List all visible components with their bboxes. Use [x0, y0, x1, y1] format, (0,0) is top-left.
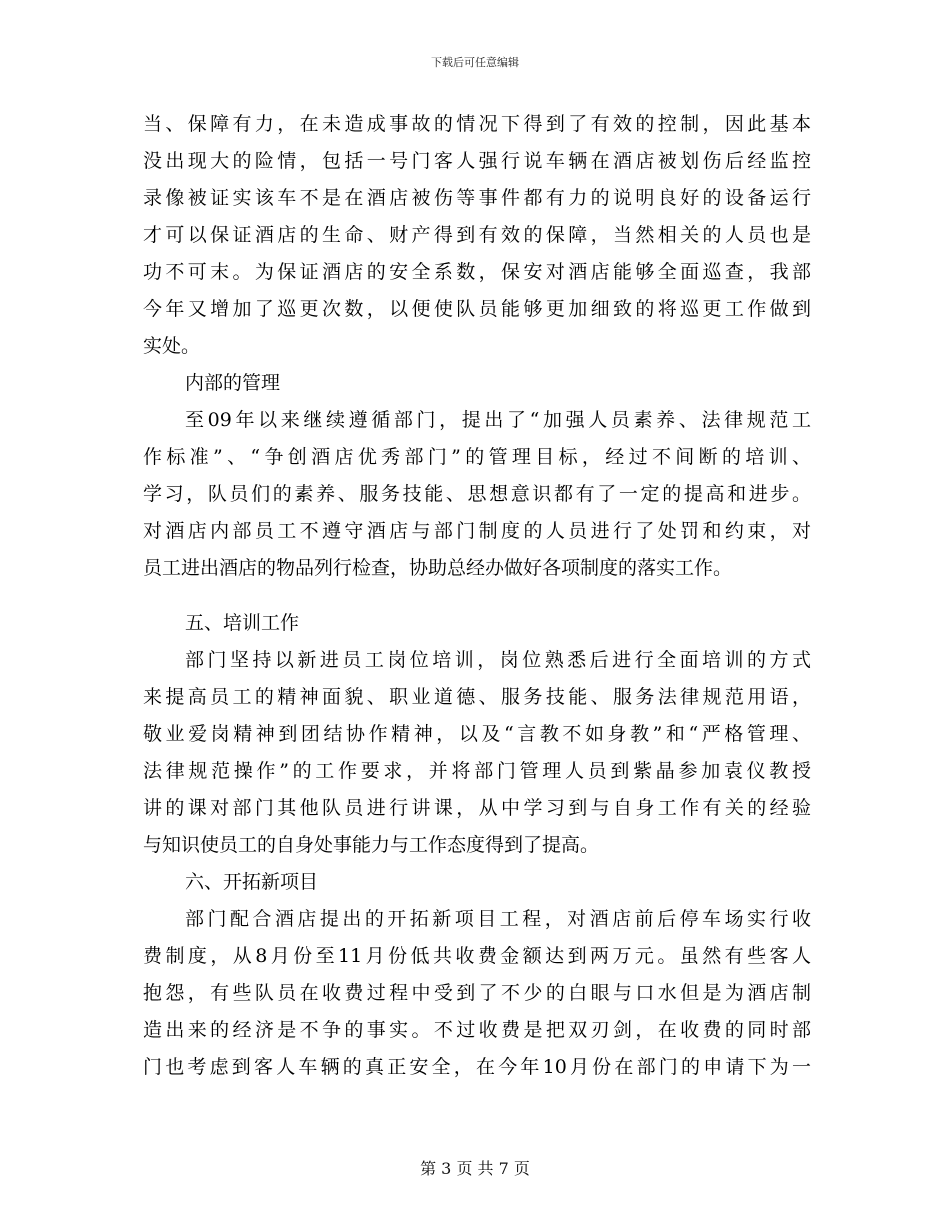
text-line: 功不可末。为保证酒店的安全系数，保安对酒店能够全面巡查，我部: [143, 261, 811, 283]
text-line: 作标准”、“争创酒店优秀部门”的管理目标，经过不间断的培训、: [143, 446, 811, 468]
text-line: 讲的课对部门其他队员进行讲课，从中学习到与自身工作有关的经验: [143, 797, 811, 819]
text-line: 来提高员工的精神面貌、职业道德、服务技能、服务法律规范用语，: [143, 686, 811, 708]
paragraph-continuation: [143, 106, 811, 365]
text-line: 没出现大的险情，包括一号门客人强行说车辆在酒店被划伤后经监控: [143, 150, 811, 172]
text-line: 与知识使员工的自身处事能力与工作态度得到了提高。: [143, 834, 600, 856]
paragraph-new-projects: [143, 901, 811, 1086]
text-line: 法律规范操作”的工作要求，并将部门管理人员到紫晶参加袁仪教授: [143, 760, 811, 782]
page-number-footer: 第 3 页 共 7 页: [420, 1159, 530, 1178]
text-line: 才可以保证酒店的生命、财产得到有效的保障，当然相关的人员也是: [143, 224, 811, 246]
text-line: 实处。: [143, 335, 201, 357]
section-heading-internal-management: 内部的管理: [185, 372, 281, 394]
text-line: 造出来的经济是不争的事实。不过收费是把双刃剑，在收费的同时部: [143, 1019, 811, 1041]
paragraph-training: [143, 642, 811, 864]
text-line: 门也考虑到客人车辆的真正安全，在今年10月份在部门的申请下为一: [143, 1056, 811, 1078]
text-line: 对酒店内部员工不遵守酒店与部门制度的人员进行了处罚和约束，对: [143, 520, 811, 542]
text-line: 学习，队员们的素养、服务技能、思想意识都有了一定的提高和进步。: [143, 483, 811, 505]
text-line: 部门坚持以新进员工岗位培训，岗位熟悉后进行全面培训的方式: [185, 649, 811, 671]
text-line: 敬业爱岗精神到团结协作精神，以及“言教不如身教”和“严格管理、: [143, 723, 811, 745]
text-line: 员工进出酒店的物品列行检查，协助总经办做好各项制度的落实工作。: [143, 557, 733, 579]
text-line: 费制度，从8月份至11月份低共收费金额达到两万元。虽然有些客人: [143, 945, 811, 967]
section-heading-new-projects: 六、开拓新项目: [185, 871, 319, 893]
text-line: 今年又增加了巡更次数，以便使队员能够更加细致的将巡更工作做到: [143, 298, 811, 320]
text-line: 抱怨，有些队员在收费过程中受到了不少的白眼与口水但是为酒店制: [143, 982, 811, 1004]
paragraph-gap: [143, 587, 811, 605]
text-line: 录像被证实该车不是在酒店被伤等事件都有力的说明良好的设备运行: [143, 187, 811, 209]
page-header: 下载后可任意编辑: [431, 56, 519, 69]
text-line: 部门配合酒店提出的开拓新项目工程，对酒店前后停车场实行收: [185, 908, 811, 930]
paragraph-internal-management: [143, 402, 811, 587]
text-line: 至09年以来继续遵循部门，提出了“加强人员素养、法律规范工: [185, 409, 811, 431]
section-heading-training: 五、培训工作: [185, 612, 300, 634]
document-body: [143, 106, 811, 1086]
text-line: 当、保障有力，在未造成事故的情况下得到了有效的控制，因此基本: [143, 113, 811, 135]
